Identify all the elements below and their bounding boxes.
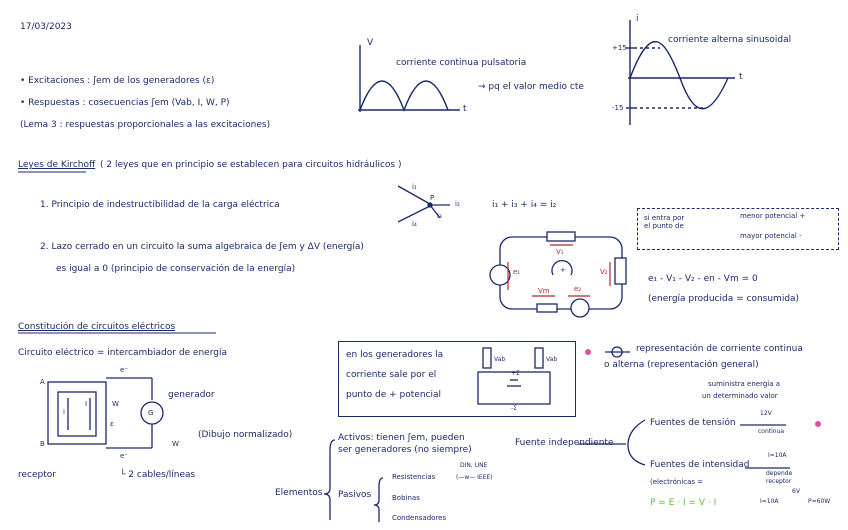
gen-plus: +Σ (511, 370, 520, 377)
respuestas-line: • Respuestas : cosecuencias ʃem (Vab, I, W, P) (20, 98, 230, 108)
bobinas-label: Bobinas (392, 494, 420, 502)
graph2-axis-t: t (739, 72, 743, 82)
suministra-line2: un determinado valor (702, 392, 778, 400)
node-i4: i₄ (412, 220, 417, 228)
condensadores-label: Condensadores (392, 514, 447, 522)
circuit-receptor: receptor (18, 470, 56, 480)
graph2-axis-i: i (636, 14, 639, 24)
example-voltage: 6V (792, 488, 800, 495)
suministra-line1: suministra energía a (708, 380, 781, 388)
representation-symbol (605, 347, 630, 357)
node-diagram (398, 186, 450, 222)
law1: 1. Principio de indestructibilidad de la carga eléctrica (40, 200, 280, 210)
law2-line1: 2. Lazo cerrado en un circuito la suma algebraica de ʃem y ΔV (energía) (40, 242, 364, 252)
fuente-independiente: Fuente independiente (515, 438, 614, 448)
gen-vab2: Vab (546, 356, 558, 363)
node-p: P (430, 194, 435, 202)
power-formula: P = E · I = V · I (650, 498, 717, 508)
excitaciones-line: • Excitaciones : ʃem de los generadores (ε) (20, 76, 215, 86)
node-i3: i₃ (437, 212, 442, 220)
circuit-label-I: I (85, 400, 88, 408)
tension-value: 12V (760, 410, 772, 417)
resistencias-din: DIN, UNE (460, 462, 488, 469)
gen-vab1: Vab (494, 356, 506, 363)
circuit-label-a: A (40, 378, 45, 386)
law2-line2: es igual a 0 (principio de conservación de la energía) (56, 264, 296, 274)
kirchhoff-title: Leyes de Kirchoff (18, 160, 96, 170)
node-i2: i₂ (455, 200, 460, 208)
circuit-label-e-bottom: e⁻ (120, 452, 129, 460)
potential-box-bottom: mayor potencial - (740, 232, 802, 240)
loop-e1: e₁ (513, 268, 521, 276)
gen-text3: punto de + potencial (346, 390, 441, 400)
circuit-label-b: B (40, 440, 45, 448)
graph1-label: corriente continua pulsatoria (396, 58, 527, 68)
fuentes-tension: Fuentes de tensión (650, 418, 736, 428)
graph2-ymax: +15 (612, 44, 627, 52)
representation-line1: representación de corriente continua (636, 344, 803, 354)
representation-line2: o alterna (representación general) (604, 360, 759, 370)
kirchhoff-equation3: (energía producida = consumida) (648, 294, 800, 304)
circuit-label-g: G (148, 409, 154, 417)
node-i1: i₁ (412, 183, 417, 191)
graph1-note: → pq el valor medio cte (478, 82, 584, 92)
activos-line2: ser generadores (no siempre) (338, 445, 472, 455)
depende-line2: receptor (766, 478, 792, 485)
loop-e2: e₂ (574, 285, 582, 293)
circuit-line: Circuito eléctrico = intercambiador de energía (18, 348, 227, 358)
fuentes-intensidad: Fuentes de intensidad (650, 460, 750, 470)
circuit-cables: └ 2 cables/líneas (120, 470, 196, 480)
tension-continua: continua (758, 428, 785, 435)
intensidad-value: I=10A (768, 452, 787, 459)
elementos-label: Elementos (275, 488, 323, 498)
gen-text2: corriente sale por el (346, 370, 437, 380)
example-power: P=60W (808, 498, 831, 505)
circuit-label-i: i (63, 408, 65, 416)
graph2-label: corriente alterna sinusoidal (668, 35, 792, 45)
kirchhoff-subtitle: ( 2 leyes que en principio se establecen para circuitos hidráulicos ) (100, 160, 402, 170)
kirchhoff-equation2: e₁ - V₁ - V₂ - en - Vm = 0 (648, 274, 758, 284)
circuit-label-w2: W (172, 440, 179, 448)
graph-pulsating-dc (358, 45, 460, 112)
electronicas-label: (electrónicas = (650, 478, 704, 486)
potential-box-top: menor potencial + (740, 212, 806, 220)
loop-v2: V₂ (600, 268, 608, 276)
loop-v1: V₁ (556, 248, 564, 256)
resistencias-label: Resistencias (392, 473, 436, 481)
depende-line1: depende (766, 470, 793, 477)
loop-plus: + (560, 266, 566, 274)
graph1-axis-t: t (463, 104, 467, 114)
potential-box-left: si entra por el punto de (644, 214, 685, 230)
gen-text1: en los generadores la (346, 350, 444, 360)
gen-minus: -Σ (511, 405, 517, 412)
kirchhoff-equation1: i₁ + i₃ + i₄ = i₂ (492, 200, 557, 210)
circuit-generador: generador (168, 390, 215, 400)
graph2-ymin: -15 (612, 104, 624, 112)
left-circuit (48, 378, 163, 448)
circuit-dibujo: (Dibujo normalizado) (198, 430, 293, 440)
circuit-label-w: W (112, 400, 119, 408)
example-current: I=10A (760, 498, 779, 505)
loop-vm: Vm (538, 287, 550, 295)
date: 17/03/2023 (20, 22, 72, 32)
circuit-label-e-top: e⁻ (120, 366, 129, 374)
resistencias-ieee: (—w— IEEE) (456, 474, 493, 481)
pasivos-label: Pasivos (338, 490, 372, 500)
constitucion-title: Constitución de circuitos eléctricos (18, 322, 176, 332)
activos-line1: Activos: tienen ʃem, pueden (338, 433, 465, 443)
lema-line: (Lema 3 : respuestas proporcionales a las excitaciones) (20, 120, 271, 130)
circuit-label-e: ε (110, 420, 114, 428)
graph1-axis-v: V (367, 38, 374, 48)
